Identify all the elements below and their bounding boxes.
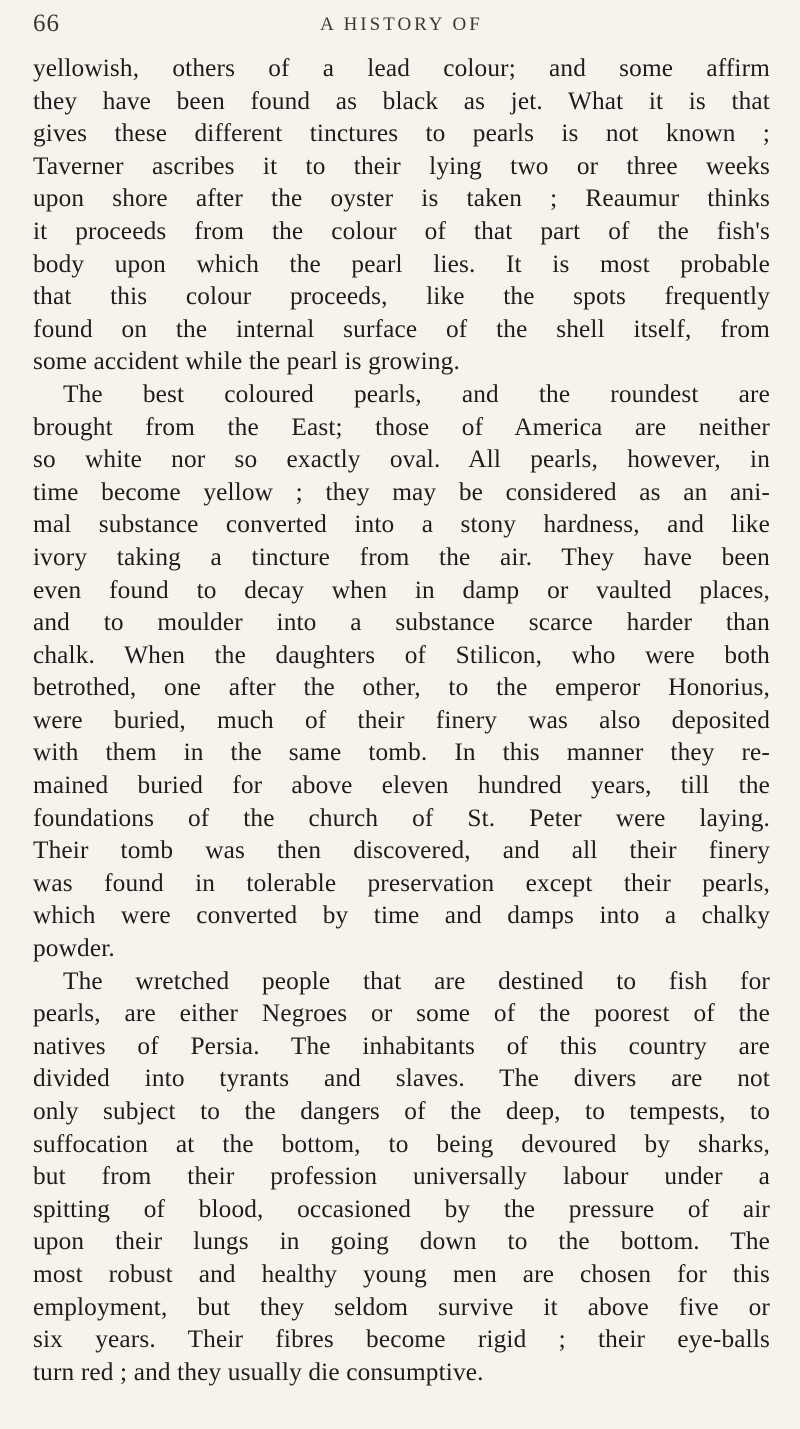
text-line: spitting of blood, occasioned by the pressure of air [33,1194,770,1223]
text-line: pearls, are either Negroes or some of the poorest of the [33,999,770,1028]
text-line: body upon which the pearl lies. It is most probable [33,249,770,278]
text-line: divided into tyrants and slaves. The divers are not [33,1064,770,1093]
text-line: The wretched people that are destined to fish for [63,966,770,995]
text-line: chalk. When the daughters of Stilicon, who were both [33,640,770,669]
text-line: which were converted by time and damps into a chalky [33,901,770,930]
paragraph-3 [33,965,770,1389]
paragraph-1 [33,52,770,378]
body-text [33,52,770,1388]
text-line: six years. Their fibres become rigid ; their eye-balls [33,1325,770,1354]
text-line: employment, but they seldom survive it above five or [33,1292,770,1321]
text-line: brought from the East; those of America are neither [33,412,770,441]
running-head [33,10,770,52]
text-line: it proceeds from the colour of that part of the fish's [33,216,770,245]
text-line: gives these different tinctures to pearls is not known ; [33,119,770,148]
text-line: was found in tolerable preservation except their pearls, [33,868,770,897]
text-line: yellowish, others of a lead colour; and some affirm [33,54,770,82]
text-line: ivory taking a tincture from the air. They have been [33,542,770,571]
text-line: turn red ; and they usually die consumptive. [33,1357,484,1386]
text-line: only subject to the dangers of the deep, to tempests, to [33,1097,770,1125]
text-line: betrothed, one after the other, to the emperor Honorius, [33,673,770,702]
text-line: that this colour proceeds, like the spots frequently [33,282,770,311]
text-line: with them in the same tomb. In this manner they re- [33,738,770,767]
running-title: A HISTORY OF [320,14,483,35]
text-line: even found to decay when in damp or vaulted places, [33,575,770,604]
text-line: Their tomb was then discovered, and all their finery [33,836,770,865]
text-line: upon their lungs in going down to the bottom. The [33,1227,770,1256]
text-line: and to moulder into a substance scarce harder than [33,608,770,637]
text-line: The best coloured pearls, and the roundest are [63,379,770,408]
text-line: upon shore after the oyster is taken ; Reaumur thinks [33,184,770,213]
text-line: some accident while the pearl is growing. [33,347,460,376]
paragraph-2 [33,378,770,965]
text-line: natives of Persia. The inhabitants of this country are [33,1031,770,1060]
text-line: found on the internal surface of the shell itself, from [33,314,770,343]
text-line: mal substance converted into a stony hardness, and like [33,510,770,539]
text-line: but from their profession universally labour under a [33,1162,770,1191]
text-line: most robust and healthy young men are chosen for this [33,1259,770,1288]
text-line: powder. [33,934,115,963]
text-line: so white nor so exactly oval. All pearls, however, in [33,445,770,474]
text-line: time become yellow ; they may be considered as an ani- [33,477,770,506]
text-line: mained buried for above eleven hundred years, till the [33,771,770,800]
text-line: Taverner ascribes it to their lying two or three weeks [33,151,770,180]
text-line: foundations of the church of St. Peter were laying. [33,803,770,832]
text-line: suffocation at the bottom, to being devoured by sharks, [33,1129,770,1158]
page-number: 66 [33,10,60,37]
text-line: they have been found as black as jet. What it is that [33,86,770,115]
text-line: were buried, much of their finery was also deposited [33,705,770,734]
